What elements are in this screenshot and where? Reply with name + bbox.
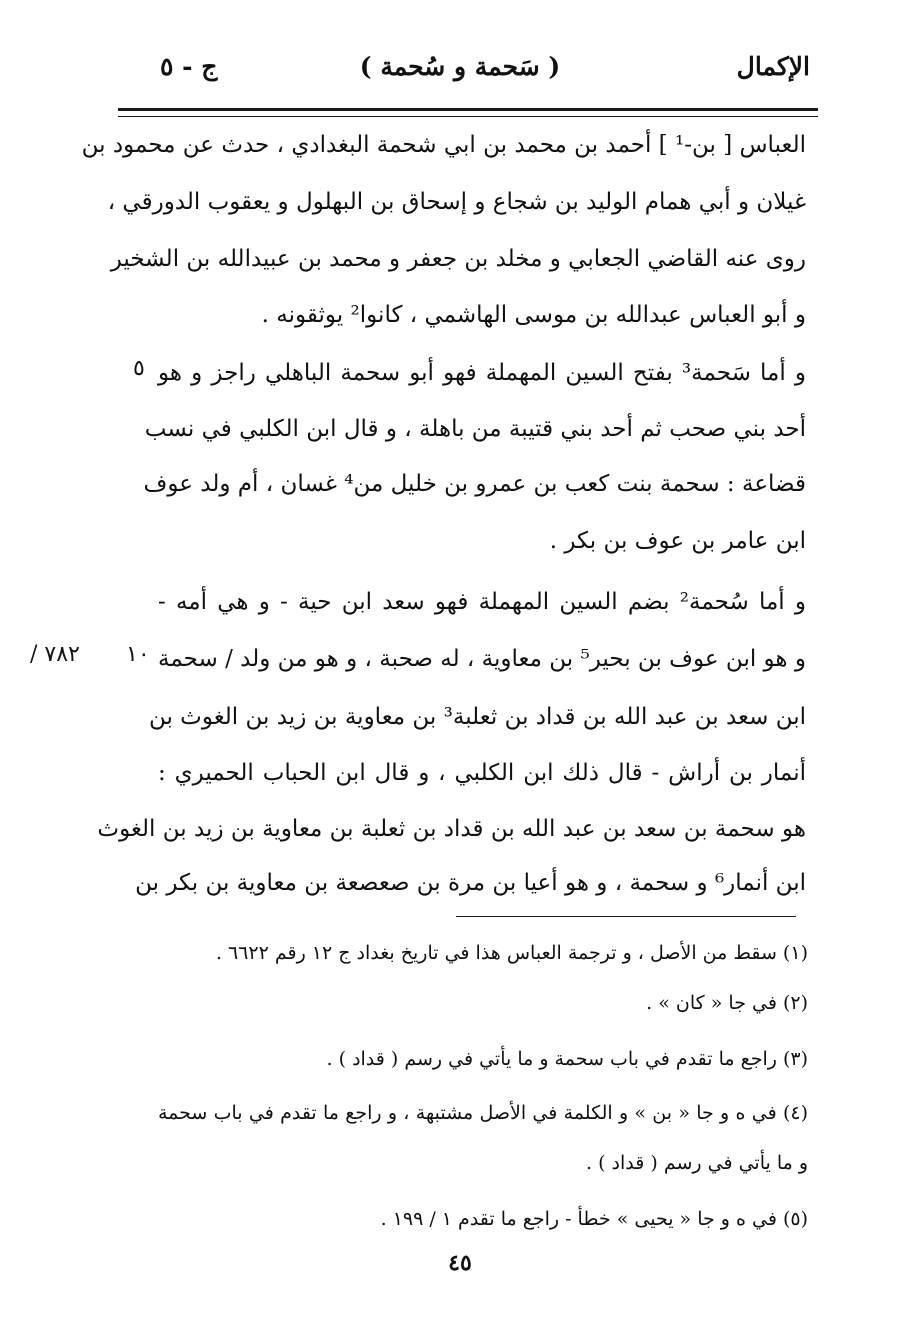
header-rule-thick: [118, 108, 818, 111]
line-marker-5: ٥: [133, 356, 145, 381]
body-line: أنمار بن أراش - قال ذلك ابن الكلبي ، و قال ابن الحباب الحميري :: [158, 760, 806, 786]
footnote-rule: [456, 916, 796, 917]
footnote: (٥) في ه و جا « يحيى » خطأ - راجع ما تقدم ١ / ١٩٩ .: [380, 1208, 808, 1230]
folio-marker: ٧٨٢ /: [30, 642, 80, 667]
body-line: هو سحمة بن سعد بن عبد الله بن قداد بن ثعلبة بن معاوية بن زيد بن الغوث: [97, 816, 806, 842]
body-line: ابن سعد بن عبد الله بن قداد بن ثعلبة³ بن معاوية بن زيد بن الغوث بن: [148, 704, 806, 730]
line-marker-10: ١٠: [126, 642, 150, 667]
body-line: ابن أنمار⁶ و سحمة ، و هو أعيا بن مرة بن صعصعة بن معاوية بن بكر بن: [135, 870, 806, 896]
body-line: و هو ابن عوف بن بحير⁵ بن معاوية ، له صحبة ، و هو من ولد / سحمة: [158, 646, 806, 672]
footnote: (٤) في ه و جا « بن » و الكلمة في الأصل مشتبهة ، و راجع ما تقدم في باب سحمة: [158, 1102, 808, 1124]
body-line: غيلان و أبي همام الوليد بن شجاع و إسحاق بن البهلول و يعقوب الدورقي ،: [107, 189, 806, 215]
body-line: و أما سُحمة² بضم السين المهملة فهو سعد ابن حية - و هي أمه -: [158, 589, 806, 615]
header-rule-thin: [118, 116, 818, 117]
footnote: (٣) راجع ما تقدم في باب سحمة و ما يأتي في رسم ( قداد ) .: [326, 1048, 808, 1070]
footnote: (٢) في جا « كان » .: [646, 992, 808, 1014]
body-line: روى عنه القاضي الجعابي و مخلد بن جعفر و محمد بن عبيدالله بن الشخير: [110, 246, 806, 272]
volume-label: ج - ٥: [160, 52, 218, 81]
book-title: الإكمال: [736, 52, 810, 81]
section-title: ( سَحمة و سُحمة ): [359, 52, 561, 81]
body-line: قضاعة : سحمة بنت كعب بن عمرو بن خليل من⁴ غسان ، أم ولد عوف: [143, 471, 806, 497]
body-line: العباس [ بن-¹ ] أحمد بن محمد بن ابي شحمة البغدادي ، حدث عن محمود بن: [81, 132, 806, 158]
body-line: أحد بني صحب ثم أحد بني قتيبة من باهلة ، و قال ابن الكلبي في نسب: [144, 416, 806, 442]
body-line: و أبو العباس عبدالله بن موسى الهاشمي ، كانوا² يوثقونه .: [261, 302, 806, 328]
page-number: ٤٥: [448, 1250, 472, 1276]
footnote: (١) سقط من الأصل ، و ترجمة العباس هذا في تاريخ بغداد ج ١٢ رقم ٦٦٢٢ .: [215, 942, 808, 964]
body-line: و أما سَحمة³ بفتح السين المهملة فهو أبو سحمة الباهلي راجز و هو: [158, 360, 806, 386]
body-line: ابن عامر بن عوف بن بكر .: [549, 528, 806, 554]
footnote-continuation: و ما يأتي في رسم ( قداد ) .: [586, 1152, 808, 1174]
